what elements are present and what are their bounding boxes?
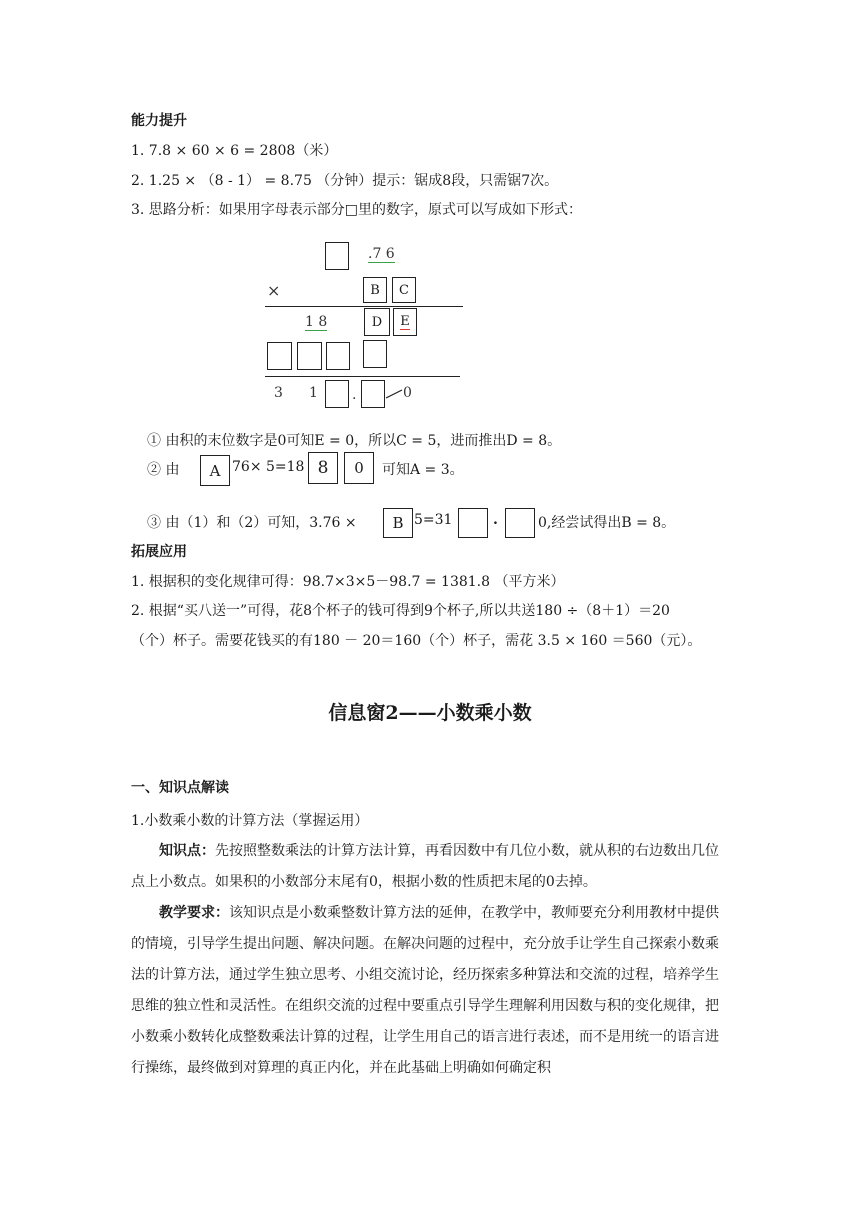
section-heading-extension: 拓展应用 bbox=[131, 544, 187, 560]
box-c: C bbox=[392, 277, 416, 303]
row5-zero: 0 bbox=[403, 385, 412, 401]
step-2-box-0: 0 bbox=[344, 452, 374, 484]
teaching-requirement-label: 教学要求： bbox=[159, 905, 229, 921]
extension-line-2a: 2. 根据“买八送一”可得，花8个杯子的钱可得到9个杯子,所以共送180 ÷（8＋1）＝20 bbox=[131, 603, 670, 619]
divider-line-2 bbox=[265, 376, 460, 377]
box-b: B bbox=[363, 277, 387, 303]
step-1: ① 由积的末位数字是0可知E = 0，所以C = 5，进而推出D = 8。 bbox=[147, 433, 562, 449]
blank-box bbox=[325, 242, 349, 270]
step-3-box-b: B bbox=[383, 508, 413, 538]
blank-box bbox=[505, 508, 535, 538]
knowledge-point-label: 知识点： bbox=[159, 843, 215, 859]
box-d: D bbox=[364, 308, 390, 336]
blank-box bbox=[361, 380, 385, 408]
step-3-dot: . bbox=[493, 512, 498, 528]
slash-stroke bbox=[385, 386, 405, 400]
row5-digit-1: 1 bbox=[309, 385, 318, 401]
row1-digits: .7 6 bbox=[368, 246, 395, 262]
blank-box bbox=[363, 340, 387, 368]
extension-line-2b: （个）杯子。需要花钱买的有180 － 20＝160（个）杯子，需花 3.5 × 160 ＝560（元）。 bbox=[131, 633, 702, 649]
row3-digits: 1 8 bbox=[305, 314, 328, 330]
answer-line-3: 3. 思路分析：如果用字母表示部分□里的数字，原式可以写成如下形式： bbox=[131, 202, 583, 218]
knowledge-item-1: 1.小数乘小数的计算方法（掌握运用） bbox=[131, 813, 369, 829]
step-2-box-8: 8 bbox=[308, 452, 338, 484]
answer-line-2: 2. 1.25 × （8 - 1） = 8.75 （分钟）提示：锯成8段，只需锯7次。 bbox=[131, 173, 559, 189]
row5-dot: . bbox=[352, 387, 357, 403]
section-title: 信息窗2——小数乘小数 bbox=[328, 702, 532, 724]
row5-digit-3: 3 bbox=[274, 385, 283, 401]
box-e: E bbox=[393, 308, 417, 336]
blank-box bbox=[325, 380, 349, 408]
blank-box bbox=[326, 342, 350, 370]
step-3-prefix: ③ 由（1）和（2）可知，3.76 × bbox=[147, 515, 357, 531]
blank-box bbox=[267, 342, 292, 370]
divider-line-1 bbox=[265, 306, 463, 307]
step-3-mid: 5=31 bbox=[414, 512, 453, 528]
step-2-mid: 76× 5=18 bbox=[232, 459, 305, 475]
teaching-requirement-text: 该知识点是小数乘整数计算方法的延伸，在教学中，教师要充分利用教材中提供的情境，引导学生提出问题、解决问题。在解决问题的过程中，充分放手让学生自己探索小数乘法的计算方法，通过学生独立思考、小组交流讨论，经历探索多种算法和交流的过程，培养学生思维的独立性和灵活性。在组织交流的过程中要重点引导学生理解利用因数与积的变化规律，把小数乘小数转化成整数乘法计算的过程，让学生用自己的语言进行表述，而不是用统一的语言进行操练，最终做到对算理的真正内化，并在此基础上明确如何确定积 bbox=[131, 905, 719, 1076]
step-3-suffix: 0,经尝试得出B = 8。 bbox=[538, 515, 676, 531]
knowledge-point-text: 先按照整数乘法的计算方法计算，再看因数中有几位小数，就从积的右边数出几位点上小数点。如果积的小数部分末尾有0，根据小数的性质把末尾的0去掉。 bbox=[131, 843, 719, 890]
step-2-prefix: ② 由 bbox=[147, 462, 180, 478]
knowledge-point-paragraph bbox=[131, 836, 731, 898]
blank-box bbox=[458, 508, 488, 538]
step-2-box-a: A bbox=[200, 455, 230, 486]
times-sign: × bbox=[267, 281, 281, 300]
step-2-suffix: 可知A = 3。 bbox=[382, 462, 464, 478]
teaching-requirement-paragraph bbox=[131, 898, 731, 1084]
section-heading-ability: 能力提升 bbox=[131, 113, 187, 129]
section-heading-knowledge: 一、知识点解读 bbox=[131, 780, 229, 796]
answer-line-1: 1. 7.8 × 60 × 6 = 2808（米） bbox=[131, 143, 338, 159]
extension-line-1: 1. 根据积的变化规律可得：98.7×3×5－98.7 = 1381.8 （平方米） bbox=[131, 574, 565, 590]
blank-box bbox=[297, 342, 322, 370]
